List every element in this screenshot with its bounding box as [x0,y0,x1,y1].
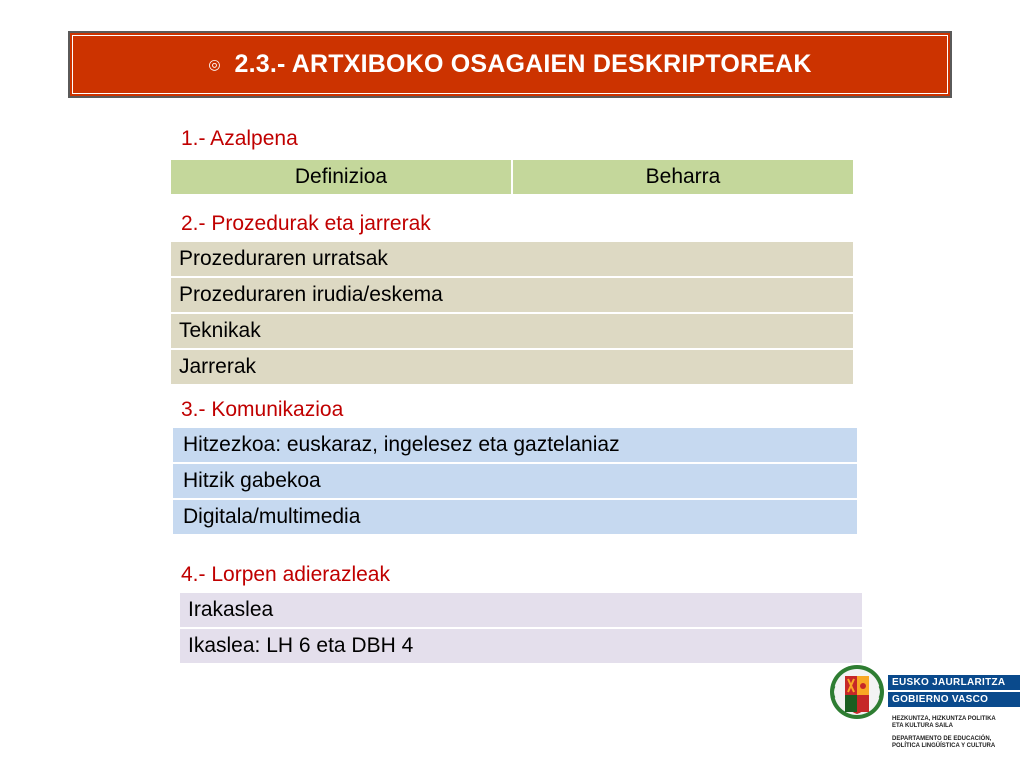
list-item: Hitzik gabekoa [173,464,857,498]
title-inner [72,35,948,94]
section-heading-azalpena: 1.- Azalpena [181,127,298,150]
page-title: 2.3.- ARTXIBOKO OSAGAIEN DESKRIPTOREAK [234,50,812,78]
section-heading-prozedurak: 2.- Prozedurak eta jarrerak [181,212,431,235]
government-logo [828,662,1024,774]
coat-of-arms-icon [828,662,886,722]
list-item: Irakaslea [180,593,862,627]
cell-beharra: Beharra [513,160,853,194]
title-banner [68,31,952,98]
list-item: Prozeduraren irudia/eskema [171,278,853,312]
list-item: Digitala/multimedia [173,500,857,534]
section-heading-komunikazioa: 3.- Komunikazioa [181,398,344,421]
logo-line-gobierno: GOBIERNO VASCO [888,692,1020,707]
cell-definizioa: Definizioa [171,160,511,194]
logo-line-eusko: EUSKO JAURLARITZA [888,675,1020,690]
list-item: Ikaslea: LH 6 eta DBH 4 [180,629,862,663]
list-item: Prozeduraren urratsak [171,242,853,276]
list-item: Hitzezkoa: euskaraz, ingelesez eta gaztelaniaz [173,428,857,462]
list-item: Teknikak [171,314,853,348]
logo-dept-eu: HEZKUNTZA, HIZKUNTZA POLITIKA ETA KULTURA SAILA [892,716,996,729]
logo-dept-es: DEPARTAMENTO DE EDUCACIÓN, POLÍTICA LINGÜÍSTICA Y CULTURA [892,736,996,749]
list-item: Jarrerak [171,350,853,384]
title-bullet-icon: ◎ [208,56,221,72]
section-heading-lorpen: 4.- Lorpen adierazleak [181,563,390,586]
